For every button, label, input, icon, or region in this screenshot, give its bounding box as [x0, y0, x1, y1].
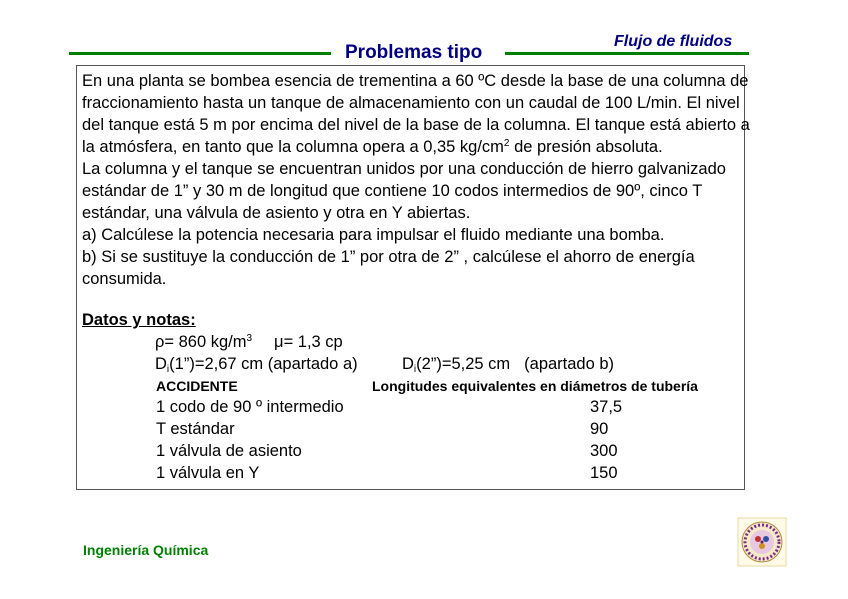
table-header-length: Longitudes equivalentes en diámetros de tubería: [372, 378, 698, 394]
diameter-1-line: $D_i(1”)=2,67$ cm (apartado a): [155, 355, 358, 375]
table-row-value: 37,5: [590, 398, 623, 416]
title-rule-left: [69, 52, 331, 55]
table-row-item: 1 válvula en Y: [156, 464, 260, 482]
university-seal-icon: [737, 517, 787, 567]
problem-paragraph-2: La columna y el tanque se encuentran unidos por una conducción de hierro galvanizado estándar de 1” y 30 m de longitud que contiene 10 codos intermedios de 90º, cinco T estándar, una válvula de asiento y otra en Y abiertas.: [82, 160, 726, 222]
question-a: a) Calcúlese la potencia necesaria para impulsar el fluido mediante una bomba.: [82, 226, 665, 244]
table-row-item: 1 codo de 90 º intermedio: [156, 398, 344, 416]
table-row-value: 300: [590, 442, 618, 460]
rho-symbol: ρ: [155, 333, 165, 351]
notes-heading: Datos y notas:: [82, 311, 196, 329]
mu-symbol: μ: [274, 333, 284, 351]
problem-statement: [82, 70, 762, 290]
table-row-item: 1 válvula de asiento: [156, 442, 302, 460]
density-viscosity-line: ρ= 860 $kg/m^3$ μ= 1,3 cp: [155, 333, 343, 351]
table-row-item: T estándar: [156, 420, 235, 438]
question-b: b) Si se sustituye la conducción de 1” por otra de 2” , calcúlese el ahorro de energía consumida.: [82, 248, 695, 288]
diameter-2-line: $D_i(2”)=5,25$ cm (apartado b): [402, 355, 615, 375]
header-title: Flujo de fluidos: [614, 33, 733, 50]
table-row-value: 90: [590, 420, 609, 438]
table-header-accident: ACCIDENTE: [156, 378, 238, 394]
section-title: Problemas tipo: [345, 42, 483, 63]
problem-paragraph-1: En una planta se bombea esencia de trementina a 60 ºC desde la base de una columna de fraccionamiento hasta un tanque de almacenamiento con un caudal de 100 L/min. El nivel del tanque está 5 m por encima del nivel de la base de la columna. El tanque está abierto a la atmósfera, en tanto que la columna opera a 0,35 $kg/cm^2$ de presión absoluta.: [82, 72, 750, 156]
footer-label: Ingeniería Química: [83, 542, 209, 558]
title-rule-right: [505, 52, 749, 55]
table-row-value: 150: [590, 464, 618, 482]
